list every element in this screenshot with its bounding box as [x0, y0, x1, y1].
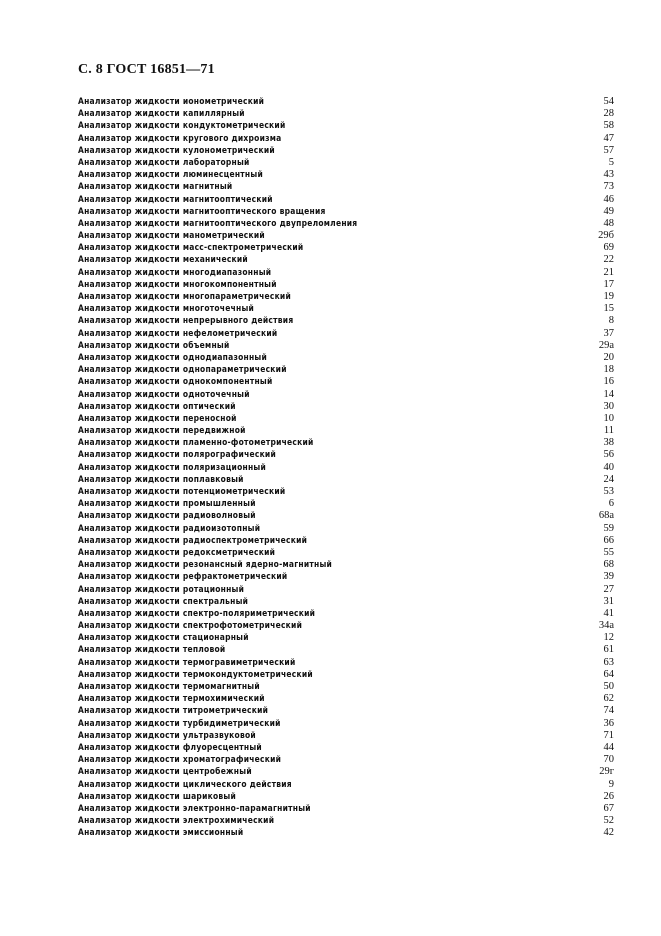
index-page-number: 28	[603, 108, 614, 120]
index-term: Анализатор жидкости термохимический	[78, 693, 265, 704]
index-page-number: 17	[603, 278, 614, 290]
index-term: Анализатор жидкости термокондуктометрический	[78, 668, 313, 679]
index-term: Анализатор жидкости нефелометрический	[78, 327, 278, 338]
index-page-number: 37	[603, 327, 614, 339]
index-term: Анализатор жидкости спектро-поляриметрический	[78, 607, 316, 618]
index-page-number: 30	[603, 400, 614, 412]
index-entry	[78, 375, 614, 387]
index-entry	[78, 473, 614, 485]
index-entry	[78, 765, 614, 777]
index-entry	[78, 241, 614, 253]
index-page-number: 66	[603, 534, 614, 546]
index-page-number: 58	[603, 120, 614, 132]
index-page-number: 70	[603, 754, 614, 766]
index-page-number: 40	[603, 461, 614, 473]
index-page-number: 71	[603, 729, 614, 741]
index-page-number: 50	[603, 681, 614, 692]
index-term: Анализатор жидкости стационарный	[78, 632, 249, 643]
index-term: Анализатор жидкости рефрактометрический	[78, 571, 288, 582]
index-term: Анализатор жидкости радиоспектрометрический	[78, 534, 308, 545]
index-entry	[78, 327, 614, 339]
index-entry	[78, 229, 614, 241]
index-term: Анализатор жидкости многоточечный	[78, 303, 255, 314]
index-entry	[78, 802, 614, 814]
index-page-number: 39	[603, 571, 614, 583]
index-term: Анализатор жидкости полярографический	[78, 449, 276, 460]
index-entry	[78, 692, 614, 704]
index-term: Анализатор жидкости люминесцентный	[78, 169, 263, 180]
index-page-number: 43	[603, 169, 614, 181]
index-page-number: 63	[603, 656, 614, 668]
index-page-number: 16	[603, 376, 614, 388]
index-page-number: 9	[608, 778, 614, 790]
index-entry	[78, 826, 614, 838]
index-entry	[78, 546, 614, 558]
index-term: Анализатор жидкости магнитооптического вращения	[78, 205, 326, 216]
index-term: Анализатор жидкости ротационный	[78, 583, 245, 594]
index-entry	[78, 656, 614, 668]
index-term: Анализатор жидкости однокомпонентный	[78, 376, 273, 387]
index-term: Анализатор жидкости манометрический	[78, 230, 265, 241]
index-term: Анализатор жидкости термомагнитный	[78, 681, 260, 691]
index-entry	[78, 790, 614, 802]
index-entry	[78, 461, 614, 473]
index-entry	[78, 339, 614, 351]
index-page-number: 22	[603, 254, 614, 266]
index-term: Анализатор жидкости многопараметрический	[78, 291, 291, 301]
index-term: Анализатор жидкости электрохимический	[78, 815, 275, 826]
index-term: Анализатор жидкости магнитооптического двупреломления	[78, 217, 358, 228]
index-term: Анализатор жидкости кулонометрический	[78, 144, 275, 155]
index-page-number: 56	[603, 449, 614, 461]
index-page-number: 14	[603, 388, 614, 400]
index-page-number: 68а	[598, 510, 614, 522]
index-entry	[78, 253, 614, 265]
index-term: Анализатор жидкости шариковый	[78, 790, 236, 801]
index-entry	[78, 729, 614, 741]
index-page-number: 20	[603, 351, 614, 363]
index-entry	[78, 314, 614, 326]
index-entry	[78, 631, 614, 643]
index-term: Анализатор жидкости поляризационный	[78, 461, 267, 472]
index-entry	[78, 680, 614, 692]
index-entry	[78, 400, 614, 412]
index-term: Анализатор жидкости титрометрический	[78, 705, 269, 716]
index-page-number: 11	[603, 425, 614, 437]
index-term: Анализатор жидкости кондуктометрический	[78, 120, 286, 131]
alphabetical-index	[78, 95, 614, 838]
index-term: Анализатор жидкости лабораторный	[78, 156, 250, 167]
index-entry	[78, 704, 614, 716]
index-page-number: 19	[603, 291, 614, 302]
index-page-number: 52	[603, 815, 614, 827]
index-page-number: 12	[603, 632, 614, 644]
index-page-number: 54	[603, 96, 614, 107]
index-entry	[78, 741, 614, 753]
index-page-number: 38	[603, 437, 614, 449]
index-page-number: 26	[603, 790, 614, 802]
index-page-number: 62	[603, 693, 614, 705]
index-term: Анализатор жидкости спектральный	[78, 595, 249, 606]
index-entry	[78, 363, 614, 375]
index-page-number: 57	[603, 144, 614, 156]
index-term: Анализатор жидкости однодиапазонный	[78, 351, 268, 362]
index-page-number: 18	[603, 364, 614, 376]
index-entry	[78, 193, 614, 205]
index-page-number: 31	[603, 595, 614, 607]
index-term: Анализатор жидкости тепловой	[78, 644, 226, 655]
index-entry	[78, 570, 614, 582]
index-term: Анализатор жидкости однопараметрический	[78, 364, 287, 375]
index-page-number: 36	[603, 717, 614, 729]
index-page-number: 6	[608, 498, 614, 510]
index-term: Анализатор жидкости потенциометрический	[78, 486, 286, 496]
index-entry	[78, 156, 614, 168]
index-page-number: 46	[603, 193, 614, 205]
index-entry	[78, 180, 614, 192]
index-entry	[78, 205, 614, 217]
index-entry	[78, 485, 614, 497]
index-page-number: 69	[603, 242, 614, 254]
index-entry	[78, 436, 614, 448]
index-page-number: 55	[603, 546, 614, 558]
index-entry	[78, 412, 614, 424]
index-page-number: 48	[603, 217, 614, 229]
index-entry	[78, 753, 614, 765]
index-term: Анализатор жидкости объемный	[78, 339, 230, 350]
index-page-number: 8	[608, 315, 614, 327]
index-entry	[78, 266, 614, 278]
index-page-number: 10	[603, 412, 614, 424]
index-term: Анализатор жидкости радиоизотопный	[78, 522, 261, 533]
index-page-number: 42	[603, 827, 614, 839]
index-term: Анализатор жидкости эмиссионный	[78, 827, 244, 838]
index-entry	[78, 107, 614, 119]
index-page-number: 5	[608, 156, 614, 168]
index-term: Анализатор жидкости ультразвуковой	[78, 729, 256, 740]
index-page-number: 47	[603, 132, 614, 144]
index-term: Анализатор жидкости масс-спектрометрический	[78, 242, 304, 253]
index-entry	[78, 778, 614, 790]
index-page-number: 44	[603, 741, 614, 753]
index-page-number: 21	[603, 266, 614, 278]
index-entry	[78, 668, 614, 680]
index-entry	[78, 643, 614, 655]
index-term: Анализатор жидкости кругового дихроизма	[78, 132, 282, 143]
page-header: С. 8 ГОСТ 16851—71	[78, 62, 215, 77]
index-entry	[78, 290, 614, 302]
index-term: Анализатор жидкости редоксметрический	[78, 546, 276, 557]
index-page-number: 61	[603, 644, 614, 656]
index-term: Анализатор жидкости термогравиметрический	[78, 656, 296, 667]
index-page-number: 74	[603, 705, 614, 717]
index-term: Анализатор жидкости механический	[78, 254, 248, 265]
index-entry	[78, 595, 614, 607]
index-page-number: 15	[603, 303, 614, 315]
index-entry	[78, 168, 614, 180]
index-page-number: 53	[603, 486, 614, 497]
index-page-number: 41	[603, 607, 614, 619]
index-entry	[78, 144, 614, 156]
index-page-number: 67	[603, 802, 614, 814]
index-term: Анализатор жидкости резонансный ядерно-магнитный	[78, 559, 333, 570]
index-entry	[78, 509, 614, 521]
index-term: Анализатор жидкости магнитооптический	[78, 193, 273, 204]
index-term: Анализатор жидкости непрерывного действия	[78, 315, 294, 326]
index-page-number: 73	[603, 181, 614, 193]
index-entry	[78, 132, 614, 144]
index-term: Анализатор жидкости многодиапазонный	[78, 266, 272, 277]
index-page-number: 24	[603, 473, 614, 485]
index-entry	[78, 583, 614, 595]
index-page-number: 29г	[599, 766, 614, 778]
index-entry	[78, 534, 614, 546]
index-term: Анализатор жидкости передвижной	[78, 425, 246, 436]
index-term: Анализатор жидкости многокомпонентный	[78, 278, 277, 289]
index-term: Анализатор жидкости промышленный	[78, 498, 256, 509]
index-page-number: 64	[603, 668, 614, 680]
index-term: Анализатор жидкости пламенно-фотометрический	[78, 437, 314, 448]
index-page-number: 27	[603, 583, 614, 595]
index-entry	[78, 119, 614, 131]
index-term: Анализатор жидкости магнитный	[78, 181, 233, 192]
index-entry	[78, 302, 614, 314]
index-entry	[78, 424, 614, 436]
index-term: Анализатор жидкости оптический	[78, 400, 236, 411]
index-term: Анализатор жидкости турбидиметрический	[78, 717, 281, 728]
index-term: Анализатор жидкости флуоресцентный	[78, 741, 262, 752]
index-term: Анализатор жидкости спектрофотометрический	[78, 620, 303, 631]
index-term: Анализатор жидкости циклического действия	[78, 778, 292, 789]
index-entry	[78, 619, 614, 631]
index-term: Анализатор жидкости одноточечный	[78, 388, 250, 399]
index-entry	[78, 558, 614, 570]
index-entry	[78, 448, 614, 460]
index-entry	[78, 717, 614, 729]
index-page-number: 29а	[598, 339, 614, 351]
index-term: Анализатор жидкости хроматографический	[78, 754, 282, 765]
index-term: Анализатор жидкости переносной	[78, 412, 237, 423]
index-entry	[78, 217, 614, 229]
index-page-number: 49	[603, 205, 614, 217]
index-entry	[78, 497, 614, 509]
index-entry	[78, 351, 614, 363]
index-term: Анализатор жидкости электронно-парамагнитный	[78, 802, 311, 813]
index-term: Анализатор жидкости радиоволновый	[78, 510, 256, 521]
index-page-number: 59	[603, 522, 614, 534]
index-term: Анализатор жидкости поплавковый	[78, 473, 244, 484]
index-page-number: 29б	[598, 230, 614, 242]
index-term: Анализатор жидкости капиллярный	[78, 108, 245, 119]
index-page-number: 68	[603, 559, 614, 571]
index-entry	[78, 522, 614, 534]
index-entry	[78, 388, 614, 400]
index-page-number: 34а	[598, 620, 614, 632]
index-term: Анализатор жидкости ионометрический	[78, 96, 265, 106]
index-term: Анализатор жидкости центробежный	[78, 766, 252, 777]
index-entry	[78, 814, 614, 826]
index-entry	[78, 95, 614, 107]
index-entry	[78, 607, 614, 619]
index-entry	[78, 278, 614, 290]
